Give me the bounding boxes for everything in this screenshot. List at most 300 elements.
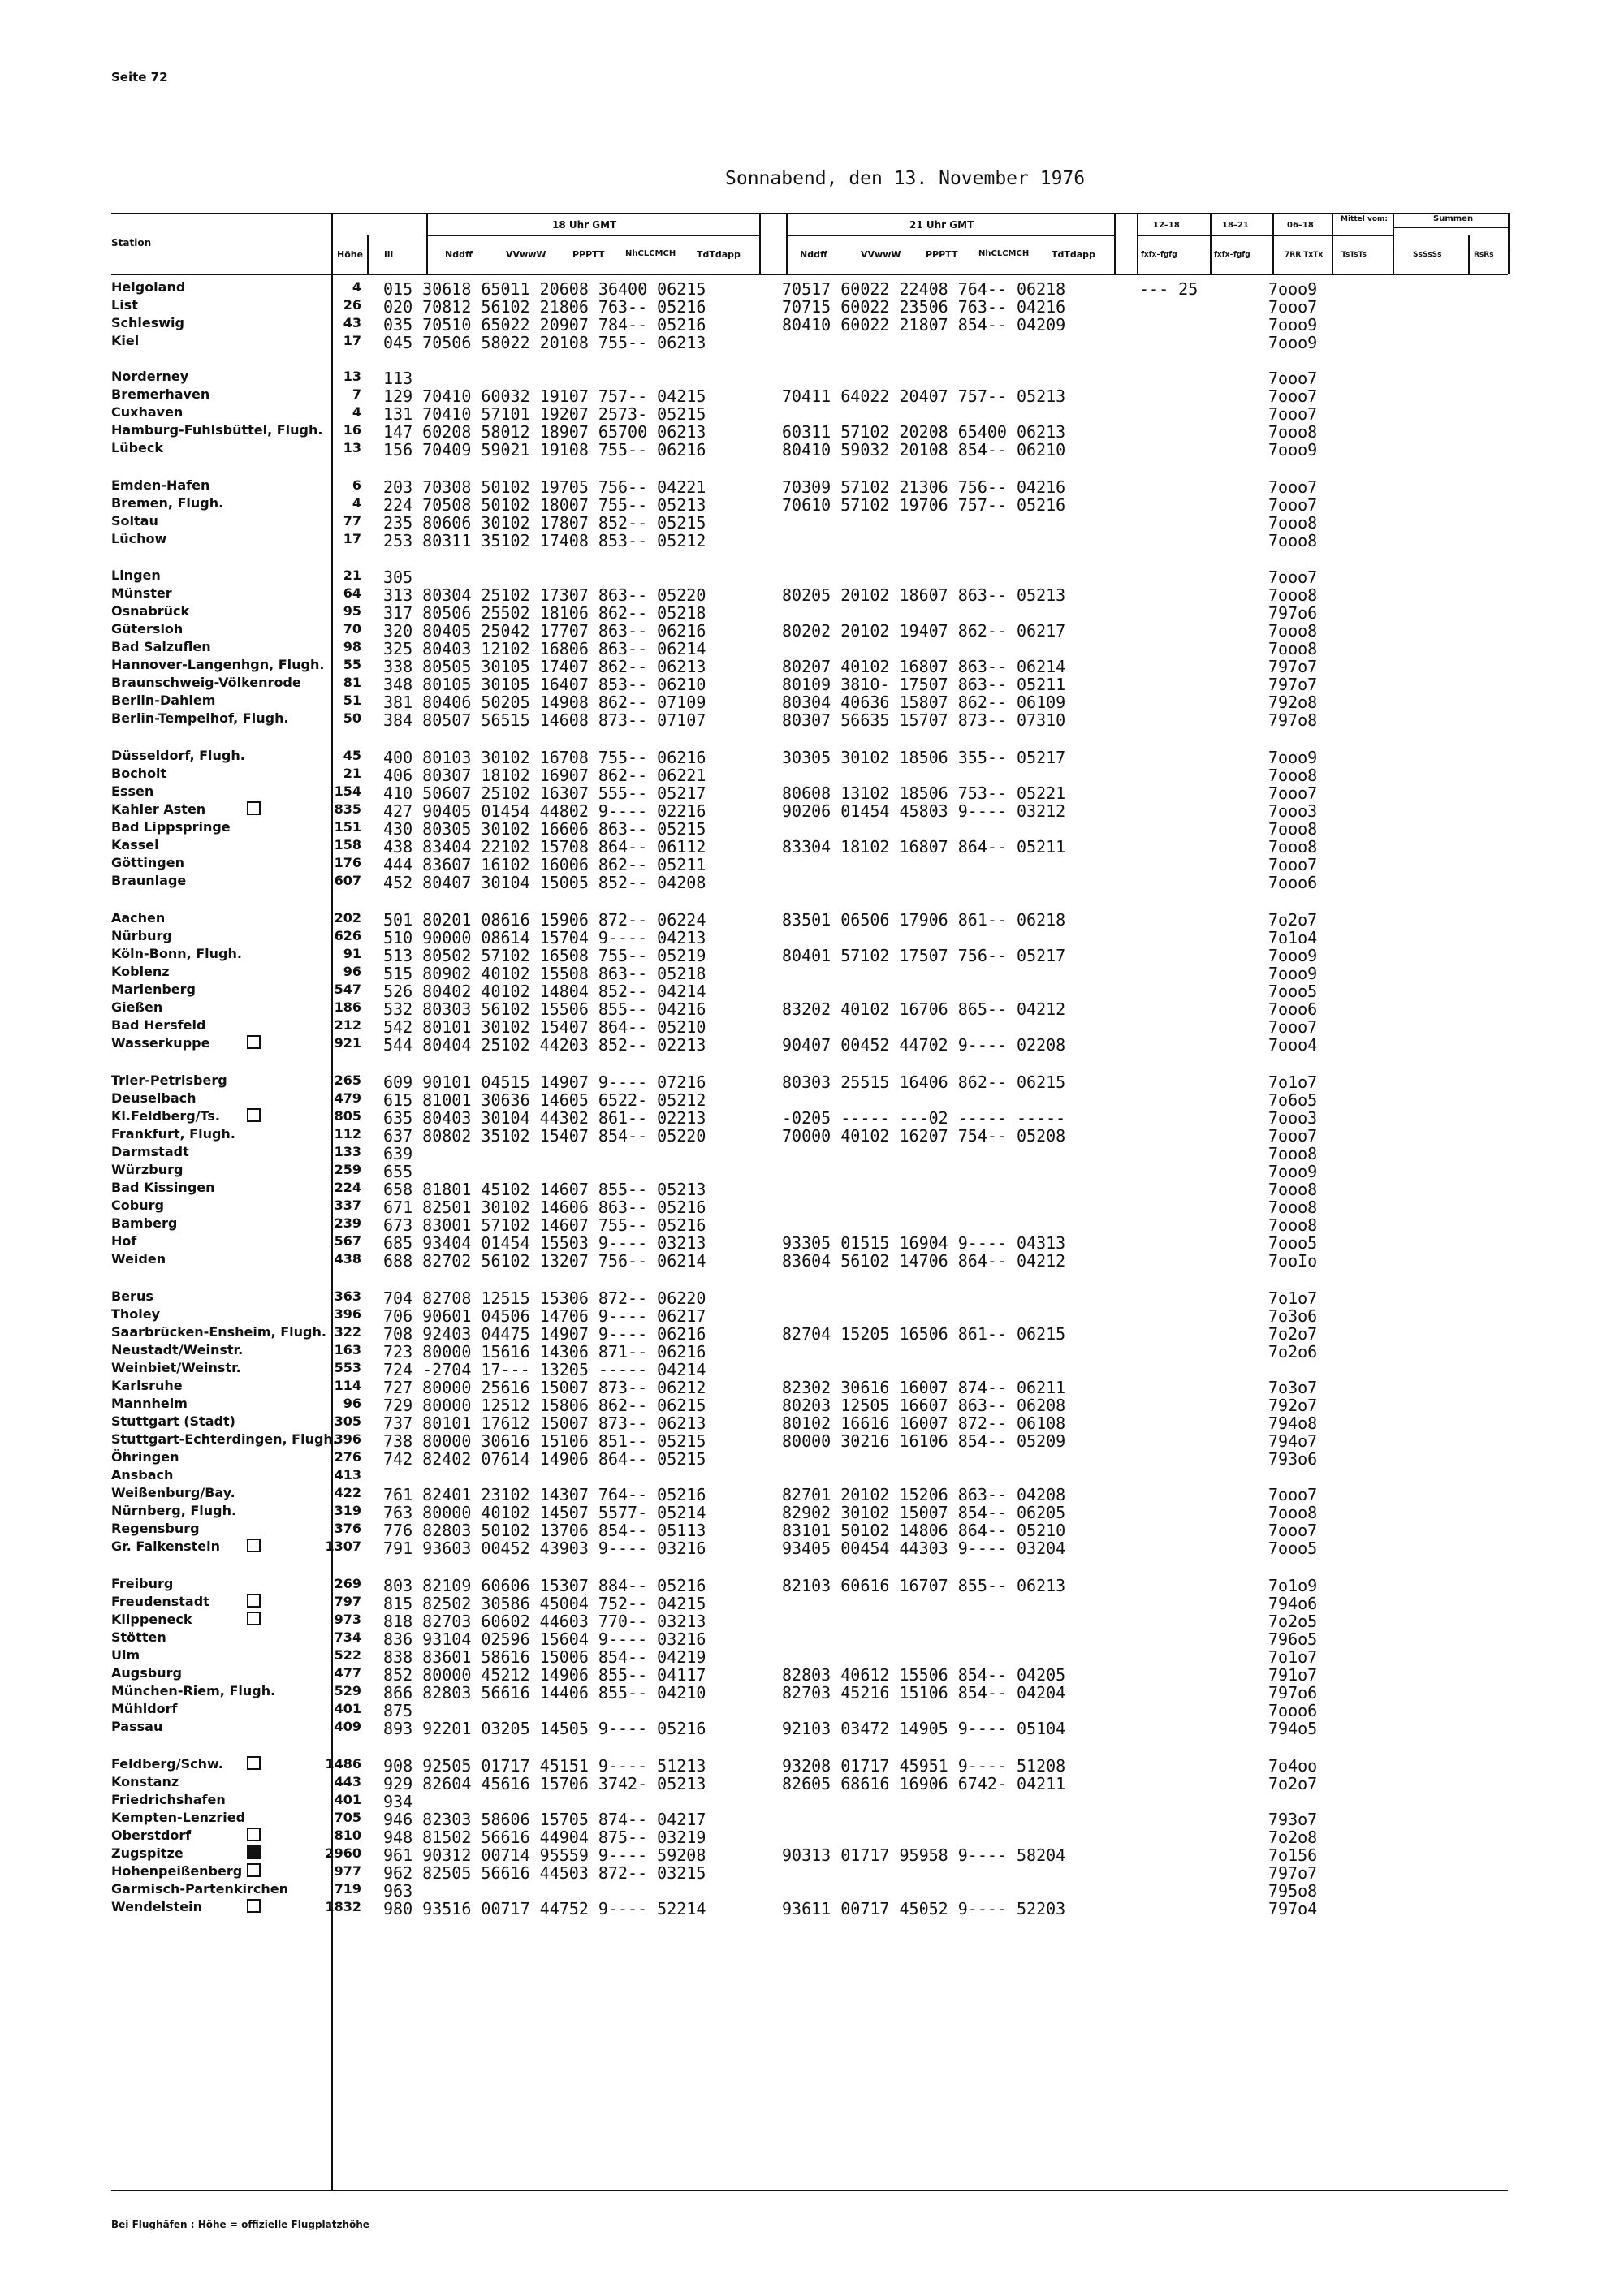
station-height: 259 [334,1162,361,1177]
obs-18-utc: 893 92201 03205 14505 9---- 05216 [383,1719,706,1738]
obs-21-utc: 90206 01454 45803 9---- 03212 [782,801,1066,821]
station-height: 810 [334,1828,361,1843]
station-height: 4 [352,404,361,420]
summary-0618: 7ooo9 [1268,964,1318,983]
table-row [0,585,1624,603]
obs-18-utc: 526 80402 40102 14804 852-- 04214 [383,982,706,1001]
station-height: 7 [352,386,361,402]
obs-21-utc: 80202 20102 19407 862-- 06217 [782,621,1066,641]
table-row [0,1845,1624,1863]
summary-0618: 7o2o5 [1268,1612,1318,1631]
summary-0618: 7ooo7 [1268,369,1318,388]
table-row [0,710,1624,728]
obs-18-utc: 742 82402 07614 14906 864-- 05215 [383,1449,706,1469]
obs-21-utc: 83604 56102 14706 864-- 04212 [782,1251,1066,1271]
header-18-ppptt: PPPTT [572,249,605,260]
table-row [0,1774,1624,1792]
station-height: 4 [352,279,361,295]
table-row [0,1126,1624,1144]
station-height: 26 [343,297,361,313]
obs-18-utc: 113 [383,369,413,388]
header-21-nhclcmch: NhCLCMCH [978,249,1030,258]
open-square-icon [247,1035,261,1049]
station-height: 921 [334,1035,361,1051]
summary-0618: 797o6 [1268,1683,1318,1703]
station-name: Bremerhaven [111,386,210,402]
table-row [0,1521,1624,1539]
station-height: 112 [334,1126,361,1142]
header-18-uhr: 18 Uhr GMT [552,219,617,231]
summary-0618: 7ooo8 [1268,837,1318,857]
summary-0618: 795o8 [1268,1881,1318,1901]
obs-21-utc: 80303 25515 16406 862-- 06215 [782,1072,1066,1092]
station-name: Wasserkuppe [111,1035,210,1051]
table-row [0,982,1624,999]
table-row [0,873,1624,891]
obs-18-utc: 035 70510 65022 20907 784-- 05216 [383,315,706,334]
summary-0618: 7o1o7 [1268,1288,1318,1308]
summary-0618: 7ooo8 [1268,422,1318,442]
station-name: Gr. Falkenstein [111,1539,221,1554]
station-height: 81 [343,675,361,690]
table-row [0,1863,1624,1881]
obs-18-utc: 615 81001 30636 14605 6522- 05212 [383,1090,706,1110]
obs-18-utc: 147 60208 58012 18907 65700 06213 [383,422,706,442]
table-row [0,1665,1624,1683]
station-name: Zugspitze [111,1845,184,1861]
table-row [0,748,1624,766]
station-height: 1486 [325,1756,361,1772]
obs-21-utc: 92103 03472 14905 9---- 05104 [782,1719,1066,1738]
station-height: 224 [334,1180,361,1195]
station-name: Düsseldorf, Flugh. [111,748,245,763]
open-square-icon [247,1828,261,1841]
obs-18-utc: 908 92505 01717 45151 9---- 51213 [383,1756,706,1776]
summary-0618: 7ooo6 [1268,1701,1318,1720]
obs-18-utc: 410 50607 25102 16307 555-- 05217 [383,783,706,803]
station-name: Gütersloh [111,621,184,637]
obs-18-utc: 727 80000 25616 15007 873-- 06212 [383,1378,706,1397]
station-name: Bad Salzuflen [111,639,211,654]
summary-0618: 7ooo6 [1268,999,1318,1019]
obs-21-utc: 80401 57102 17507 756-- 05217 [782,946,1066,965]
obs-18-utc: 852 80000 45212 14906 855-- 04117 [383,1665,706,1685]
table-row [0,315,1624,333]
summary-0618: 7o2o8 [1268,1828,1318,1847]
obs-21-utc: 70610 57102 19706 757-- 05216 [782,495,1066,515]
station-height: 51 [343,693,361,708]
table-row [0,819,1624,837]
obs-21-utc: 30305 30102 18506 355-- 05217 [782,748,1066,767]
open-square-icon [247,1863,261,1877]
summary-0618: 7o3o7 [1268,1378,1318,1397]
summary-0618: 797o6 [1268,603,1318,623]
station-height: 21 [343,766,361,781]
obs-18-utc: 673 83001 57102 14607 755-- 05216 [383,1215,706,1235]
open-square-icon [247,1612,261,1625]
header-21-vvwww: VVwwW [861,249,901,260]
station-height: 64 [343,585,361,601]
table-row [0,783,1624,801]
station-height: 50 [343,710,361,726]
station-name: Kempten-Lenzried [111,1810,246,1825]
table-row [0,1233,1624,1251]
station-name: Deuselbach [111,1090,197,1106]
summary-0618: 7o2o7 [1268,1774,1318,1793]
summary-0618: 792o7 [1268,1396,1318,1415]
station-height: 396 [334,1306,361,1322]
station-name: Berlin-Tempelhof, Flugh. [111,710,289,726]
summary-0618: 7ooo9 [1268,440,1318,460]
station-name: Norderney [111,369,189,384]
table-row [0,1108,1624,1126]
table-row [0,1072,1624,1090]
station-name: Wendelstein [111,1899,203,1914]
summary-0618: 7ooo8 [1268,639,1318,658]
obs-18-utc: 253 80311 35102 17408 853-- 05212 [383,531,706,550]
table-row [0,801,1624,819]
station-height: 305 [334,1413,361,1429]
station-name: List [111,297,138,313]
station-name: Weißenburg/Bay. [111,1485,235,1500]
summary-0618: 7ooo4 [1268,1035,1318,1055]
summary-0618: 7ooo8 [1268,1180,1318,1199]
table-row [0,422,1624,440]
summary-0618: 7o4oo [1268,1756,1318,1776]
station-height: 363 [334,1288,361,1304]
obs-21-utc: 83202 40102 16706 865-- 04212 [782,999,1066,1019]
table-row [0,964,1624,982]
station-height: 529 [334,1683,361,1698]
header-18-21-sub: fxfx–fgfg [1214,251,1250,259]
table-row [0,1360,1624,1378]
station-height: 70 [343,621,361,637]
station-name: Braunlage [111,873,187,888]
station-height: 17 [343,333,361,348]
station-name: Göttingen [111,855,184,870]
station-name: Hannover-Langenhgn, Flugh. [111,657,325,672]
station-height: 17 [343,531,361,546]
obs-18-utc: 946 82303 58606 15705 874-- 04217 [383,1810,706,1829]
header-18-nddff: Nddff [445,249,473,260]
summary-0618: 7ooo5 [1268,1539,1318,1558]
station-name: Gießen [111,999,163,1015]
obs-21-utc: 83304 18102 16807 864-- 05211 [782,837,1066,857]
table-row [0,1881,1624,1899]
summary-0618: 7ooo9 [1268,315,1318,334]
obs-21-utc: 82302 30616 16007 874-- 06211 [782,1378,1066,1397]
table-row [0,1413,1624,1431]
table-row [0,279,1624,297]
station-height: 422 [334,1485,361,1500]
obs-18-utc: 452 80407 30104 15005 852-- 04208 [383,873,706,892]
table-row [0,1810,1624,1828]
obs-21-utc: 80203 12505 16607 863-- 06208 [782,1396,1066,1415]
table-row [0,621,1624,639]
station-name: Stuttgart (Stadt) [111,1413,235,1429]
station-name: Lingen [111,568,161,583]
obs-21-utc: 80410 60022 21807 854-- 04209 [782,315,1066,334]
station-name: Nürburg [111,928,172,943]
station-height: 95 [343,603,361,619]
station-height: 265 [334,1072,361,1088]
summary-0618: 7o1o9 [1268,1576,1318,1595]
summary-0618: 794o5 [1268,1719,1318,1738]
obs-21-utc: 93405 00454 44303 9---- 03204 [782,1539,1066,1558]
table-row [0,1378,1624,1396]
summary-0618: 794o7 [1268,1431,1318,1451]
station-name: Bad Kissingen [111,1180,215,1195]
obs-21-utc: 80102 16616 16007 872-- 06108 [782,1413,1066,1433]
station-name: Hamburg-Fuhlsbüttel, Flugh. [111,422,323,438]
obs-18-utc: 430 80305 30102 16606 863-- 05215 [383,819,706,839]
table-row [0,531,1624,549]
summary-0618: 7ooo9 [1268,748,1318,767]
station-name: Kl.Feldberg/Ts. [111,1108,220,1124]
header-18-vvwww: VVwwW [506,249,546,260]
summary-0618: 7ooIo [1268,1251,1318,1271]
obs-18-utc: 706 90601 04506 14706 9---- 06217 [383,1306,706,1326]
obs-18-utc: 948 81502 56616 44904 875-- 03219 [383,1828,706,1847]
summary-0618: 7ooo8 [1268,1198,1318,1217]
summary-0618: 7o2o7 [1268,1324,1318,1344]
summary-0618: 7o2o6 [1268,1342,1318,1362]
table-row [0,369,1624,386]
obs-18-utc: 609 90101 04515 14907 9---- 07216 [383,1072,706,1092]
obs-18-utc: 963 [383,1881,413,1901]
station-name: Cuxhaven [111,404,184,420]
station-height: 16 [343,422,361,438]
obs-21-utc: 83501 06506 17906 861-- 06218 [782,910,1066,930]
header-21-tdtdapp: TdTdapp [1052,249,1095,260]
station-name: Ulm [111,1647,140,1663]
station-height: 239 [334,1215,361,1231]
header-12-18-sub: fxfx–fgfg [1141,251,1177,259]
summary-0618: 7ooo9 [1268,279,1318,299]
obs-18-utc: 635 80403 30104 44302 861-- 02213 [383,1108,706,1128]
header-summen: Summen [1433,214,1474,223]
table-row [0,766,1624,783]
summary-0618: 7ooo8 [1268,585,1318,605]
open-square-icon [247,1539,261,1552]
station-height: 2960 [325,1845,361,1861]
table-row [0,477,1624,495]
table-row [0,386,1624,404]
header-21-ppptt: PPPTT [926,249,958,260]
obs-18-utc: 532 80303 56102 15506 855-- 04216 [383,999,706,1019]
obs-21-utc: 70517 60022 22408 764-- 06218 [782,279,1066,299]
station-name: Stötten [111,1629,166,1645]
obs-21-utc: 93305 01515 16904 9---- 04313 [782,1233,1066,1253]
station-height: 176 [334,855,361,870]
obs-18-utc: 671 82501 30102 14606 863-- 05216 [383,1198,706,1217]
station-name: München-Riem, Flugh. [111,1683,276,1698]
station-name: Tholey [111,1306,161,1322]
header-summen-sub1: SsSsSs [1413,251,1442,259]
obs-18-utc: 501 80201 08616 15906 872-- 06224 [383,910,706,930]
table-row [0,333,1624,351]
obs-21-utc: 83101 50102 14806 864-- 05210 [782,1521,1066,1540]
station-height: 409 [334,1719,361,1734]
summary-0618: 7ooo7 [1268,404,1318,424]
summary-0618: 7o3o6 [1268,1306,1318,1326]
station-name: Lüchow [111,531,167,546]
obs-18-utc: 836 93104 02596 15604 9---- 03216 [383,1629,706,1649]
summary-0618: 791o7 [1268,1665,1318,1685]
header-iii: iii [384,249,394,260]
table-row [0,675,1624,693]
obs-18-utc: 015 30618 65011 20608 36400 06215 [383,279,706,299]
station-height: 835 [334,801,361,817]
obs-18-utc: 737 80101 17612 15007 873-- 06213 [383,1413,706,1433]
gust-12-18: --- 25 [1139,279,1199,299]
station-height: 4 [352,495,361,511]
station-name: Lübeck [111,440,164,455]
station-height: 376 [334,1521,361,1536]
station-name: Koblenz [111,964,170,979]
obs-21-utc: 82701 20102 15206 863-- 04208 [782,1485,1066,1504]
station-height: 1832 [325,1899,361,1914]
table-row [0,999,1624,1017]
obs-18-utc: 724 -2704 17--- 13205 ----- 04214 [383,1360,706,1379]
station-height: 13 [343,440,361,455]
station-name: Weinbiet/Weinstr. [111,1360,241,1375]
summary-0618: 7ooo8 [1268,531,1318,550]
summary-0618: 797o4 [1268,1899,1318,1918]
summary-0618: 792o8 [1268,693,1318,712]
table-row [0,1503,1624,1521]
obs-18-utc: 515 80902 40102 15508 863-- 05218 [383,964,706,983]
obs-21-utc: 90313 01717 95958 9---- 58204 [782,1845,1066,1865]
station-height: 158 [334,837,361,852]
obs-18-utc: 637 80802 35102 15407 854-- 05220 [383,1126,706,1146]
open-square-icon [247,1108,261,1122]
station-height: 6 [352,477,361,493]
station-height: 154 [334,783,361,799]
station-name: Konstanz [111,1774,179,1789]
obs-18-utc: 929 82604 45616 15706 3742- 05213 [383,1774,706,1793]
table-row [0,1324,1624,1342]
table-row [0,1035,1624,1053]
table-row [0,1342,1624,1360]
station-height: 553 [334,1360,361,1375]
table-row [0,1594,1624,1612]
station-name: Bad Hersfeld [111,1017,206,1033]
station-height: 322 [334,1324,361,1340]
summary-0618: 7ooo7 [1268,297,1318,317]
station-height: 96 [343,964,361,979]
summary-0618: 7o1o7 [1268,1072,1318,1092]
obs-21-utc: -0205 ----- ---02 ----- ----- [782,1108,1066,1128]
station-height: 1307 [325,1539,361,1554]
table-row [0,1647,1624,1665]
table-row [0,1251,1624,1269]
station-height: 133 [334,1144,361,1159]
open-square-icon [247,1899,261,1913]
table-row [0,910,1624,928]
summary-0618: 7ooo7 [1268,568,1318,587]
summary-0618: 7ooo7 [1268,477,1318,497]
obs-18-utc: 542 80101 30102 15407 864-- 05210 [383,1017,706,1037]
station-height: 547 [334,982,361,997]
obs-18-utc: 763 80000 40102 14507 5577- 05214 [383,1503,706,1522]
station-height: 705 [334,1810,361,1825]
summary-0618: 7ooo8 [1268,766,1318,785]
summary-0618: 7ooo8 [1268,513,1318,533]
station-name: Trier-Petrisberg [111,1072,227,1088]
station-height: 45 [343,748,361,763]
obs-18-utc: 224 70508 50102 18007 755-- 05213 [383,495,706,515]
obs-18-utc: 156 70409 59021 19108 755-- 06216 [383,440,706,460]
station-name: Mühldorf [111,1701,178,1716]
station-name: Würzburg [111,1162,184,1177]
station-height: 319 [334,1503,361,1518]
table-row [0,837,1624,855]
summary-0618: 7ooo9 [1268,333,1318,352]
station-name: Hohenpeißenberg [111,1863,243,1879]
obs-18-utc: 639 [383,1144,413,1163]
table-row [0,946,1624,964]
station-height: 202 [334,910,361,926]
obs-21-utc: 80307 56635 15707 873-- 07310 [782,710,1066,730]
station-height: 977 [334,1863,361,1879]
table-row [0,1485,1624,1503]
table-row [0,1090,1624,1108]
summary-0618: 7ooo8 [1268,1215,1318,1235]
header-summen-sub2: RsRs [1474,251,1494,259]
obs-18-utc: 235 80606 30102 17807 852-- 05215 [383,513,706,533]
station-name: Freudenstadt [111,1594,209,1609]
table-row [0,1198,1624,1215]
station-name: Schleswig [111,315,184,330]
station-name: Darmstadt [111,1144,189,1159]
obs-21-utc: 80304 40636 15807 862-- 06109 [782,693,1066,712]
obs-21-utc: 80207 40102 16807 863-- 06214 [782,657,1066,676]
table-row [0,1017,1624,1035]
obs-21-utc: 70411 64022 20407 757-- 05213 [782,386,1066,406]
station-name: Frankfurt, Flugh. [111,1126,235,1142]
obs-18-utc: 406 80307 18102 16907 862-- 06221 [383,766,706,785]
obs-18-utc: 738 80000 30616 15106 851-- 05215 [383,1431,706,1451]
station-name: Karlsruhe [111,1378,183,1393]
obs-18-utc: 803 82109 60606 15307 884-- 05216 [383,1576,706,1595]
summary-0618: 793o7 [1268,1810,1318,1829]
obs-18-utc: 020 70812 56102 21806 763-- 05216 [383,297,706,317]
obs-21-utc: 90407 00452 44702 9---- 02208 [782,1035,1066,1055]
obs-18-utc: 313 80304 25102 17307 863-- 05220 [383,585,706,605]
table-row [0,1144,1624,1162]
obs-21-utc: 70715 60022 23506 763-- 04216 [782,297,1066,317]
station-name: Emden-Hafen [111,477,210,493]
summary-0618: 7ooo8 [1268,1503,1318,1522]
obs-21-utc: 93208 01717 45951 9---- 51208 [782,1756,1066,1776]
station-name: Passau [111,1719,163,1734]
page-date: Sonnabend, den 13. November 1976 [725,168,1086,189]
table-row [0,1162,1624,1180]
header-21-nddff: Nddff [800,249,827,260]
station-name: Soltau [111,513,158,529]
obs-18-utc: 961 90312 00714 95559 9---- 59208 [383,1845,706,1865]
station-name: Kahler Asten [111,801,206,817]
table-row [0,1288,1624,1306]
station-height: 77 [343,513,361,529]
obs-18-utc: 685 93404 01454 15503 9---- 03213 [383,1233,706,1253]
station-height: 401 [334,1792,361,1807]
table-row [0,1539,1624,1556]
station-height: 626 [334,928,361,943]
station-name: Saarbrücken-Ensheim, Flugh. [111,1324,326,1340]
header-mittel: Mittel vom: [1341,215,1388,223]
